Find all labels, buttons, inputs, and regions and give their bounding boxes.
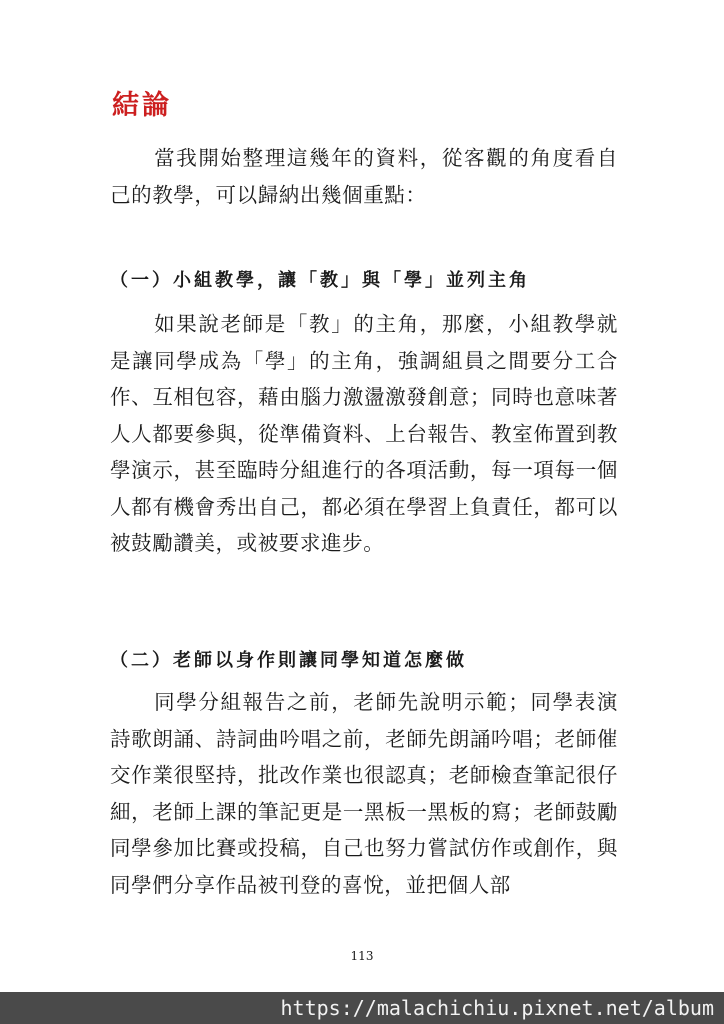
- section-title: 結論: [112, 90, 172, 121]
- page-number: 113: [350, 949, 374, 963]
- intro-text: 當我開始整理這幾年的資料，從客觀的角度看自己的教學，可以歸納出幾個重點：: [110, 146, 618, 207]
- intro-paragraph: [110, 140, 618, 213]
- watermark-url: https://malachichiu.pixnet.net/album: [0, 992, 724, 1024]
- subheading-1: （一）小組教學，讓「教」與「學」並列主角: [110, 270, 530, 291]
- section-2-paragraph: [110, 684, 618, 903]
- section-2-text: 同學分組報告之前，老師先說明示範；同學表演詩歌朗誦、詩詞曲吟唱之前，老師先朗誦吟唱；老師催交作業很堅持，批改作業也很認真；老師檢查筆記很仔細，老師上課的筆記更是一黑板一黑板的寫；老師鼓勵同學參加比賽或投稿，自己也努力嘗試仿作或創作，與同學們分享作品被刊登的喜悅，並把個人部: [110, 690, 618, 897]
- section-1-paragraph: [110, 306, 618, 562]
- section-1-text: 如果說老師是「教」的主角，那麼，小組教學就是讓同學成為「學」的主角，強調組員之間要分工合作、互相包容，藉由腦力激盪激發創意；同時也意味著人人都要參與，從準備資料、上台報告、教室佈置到教學演示，甚至臨時分組進行的各項活動，每一項每一個人都有機會秀出自己，都必須在學習上負責任，都可以被鼓勵讚美，或被要求進步。: [110, 312, 618, 555]
- subheading-2: （二）老師以身作則讓同學知道怎麼做: [110, 650, 467, 671]
